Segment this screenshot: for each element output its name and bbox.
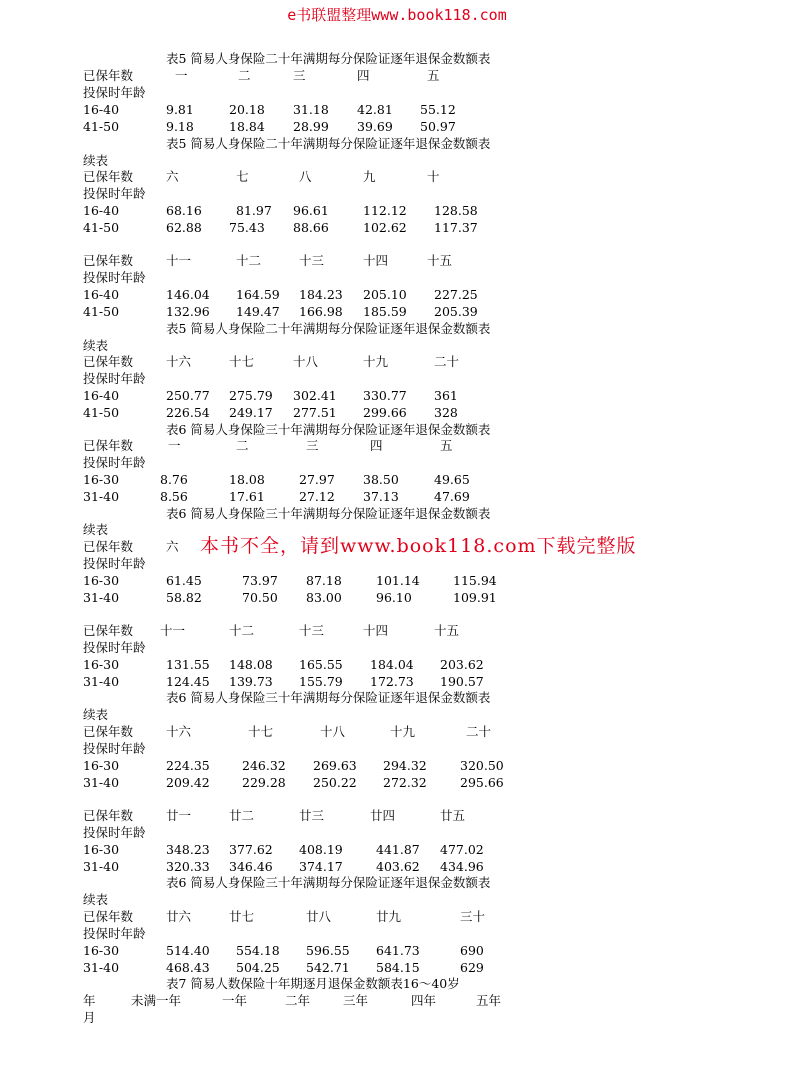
text-cell: 四 [357,68,370,83]
table-title: 表6 简易人身保险三十年满期每分保险证逐年退保金数额表 [166,690,491,705]
text-cell: 16-40 [83,287,120,302]
text-cell: 102.62 [363,220,407,235]
text-cell: 190.57 [440,674,484,689]
text-cell: 249.17 [229,405,273,420]
text-cell: 250.22 [313,775,357,790]
text-cell: 148.08 [229,657,273,672]
text-cell: 31-40 [83,859,120,874]
text-cell: 16-30 [83,943,120,958]
text-cell: 八 [299,169,312,184]
text-cell: 542.71 [306,960,350,975]
text-cell: 164.59 [236,287,280,302]
text-cell: 112.12 [363,203,407,218]
text-cell: 96.10 [376,590,412,605]
text-cell: 投保时年龄 [83,926,146,941]
text-cell: 已保年数 [83,253,134,268]
text-cell: 9.81 [166,102,194,117]
text-cell: 73.97 [242,573,278,588]
text-cell: 未满一年 [131,993,182,1008]
text-cell: 165.55 [299,657,343,672]
text-cell: 31-40 [83,674,120,689]
text-cell: 81.97 [236,203,272,218]
text-cell: 468.43 [166,960,210,975]
text-cell: 16-30 [83,573,120,588]
text-cell: 廿四 [370,808,396,823]
page-header-site-banner: e书联盟整理www.book118.com [287,6,507,24]
text-cell: 41-50 [83,220,120,235]
text-cell: 250.77 [166,388,210,403]
text-cell: 已保年数 [83,909,134,924]
text-cell: 83.00 [306,590,342,605]
text-cell: 16-40 [83,102,120,117]
text-cell: 275.79 [229,388,273,403]
text-cell: 124.45 [166,674,210,689]
text-cell: 31-40 [83,489,120,504]
text-cell: 十九 [390,724,416,739]
text-cell: 320.33 [166,859,210,874]
text-cell: 廿九 [376,909,402,924]
text-cell: 68.16 [166,203,202,218]
download-watermark: 本书不全，请到www.book118.com下载完整版 [200,535,637,557]
text-cell: 184.04 [370,657,414,672]
text-cell: 三十 [460,909,486,924]
text-cell: 229.28 [242,775,286,790]
table-title: 表7 简易人数保险十年期逐月退保金数额表16～40岁 [166,976,460,991]
text-cell: 十九 [363,354,389,369]
text-cell: 49.65 [434,472,470,487]
text-cell: 年 [83,993,96,1008]
text-cell: 已保年数 [83,169,134,184]
text-cell: 十七 [248,724,274,739]
text-cell: 一 [168,438,181,453]
text-cell: 三 [293,68,306,83]
text-cell: 九 [363,169,376,184]
text-cell: 廿五 [440,808,466,823]
text-cell: 132.96 [166,304,210,319]
text-cell: 224.35 [166,758,210,773]
text-cell: 投保时年龄 [83,371,146,386]
text-cell: 128.58 [434,203,478,218]
text-cell: 330.77 [363,388,407,403]
text-cell: 投保时年龄 [83,556,146,571]
text-cell: 二年 [285,993,311,1008]
text-cell: 302.41 [293,388,337,403]
text-cell: 690 [460,943,484,958]
text-cell: 六 [166,539,179,554]
text-cell: 75.43 [229,220,265,235]
text-cell: 十二 [229,623,255,638]
text-cell: 131.55 [166,657,210,672]
text-cell: 续表 [83,153,109,168]
text-cell: 115.94 [453,573,497,588]
text-cell: 18.08 [229,472,265,487]
text-cell: 十八 [293,354,319,369]
text-cell: 十一 [166,253,192,268]
text-cell: 374.17 [299,859,343,874]
text-cell: 16-30 [83,842,120,857]
text-cell: 8.76 [160,472,188,487]
text-cell: 十 [427,169,440,184]
text-cell: 五年 [476,993,502,1008]
text-cell: 88.66 [293,220,329,235]
text-cell: 投保时年龄 [83,825,146,840]
text-cell: 27.97 [299,472,335,487]
text-cell: 37.13 [363,489,399,504]
text-cell: 投保时年龄 [83,85,146,100]
text-cell: 554.18 [236,943,280,958]
text-cell: 31-40 [83,590,120,605]
text-cell: 20.18 [229,102,265,117]
text-cell: 五 [427,68,440,83]
text-cell: 16-30 [83,657,120,672]
text-cell: 47.69 [434,489,470,504]
text-cell: 584.15 [376,960,420,975]
text-cell: 16-30 [83,758,120,773]
table-title: 表6 简易人身保险三十年满期每分保险证逐年退保金数额表 [166,506,491,521]
text-cell: 109.91 [453,590,497,605]
text-cell: 已保年数 [83,68,134,83]
text-cell: 377.62 [229,842,273,857]
text-cell: 十四 [363,253,389,268]
text-cell: 227.25 [434,287,478,302]
text-cell: 269.63 [313,758,357,773]
text-cell: 504.25 [236,960,280,975]
text-cell: 277.51 [293,405,337,420]
text-cell: 已保年数 [83,438,134,453]
text-cell: 廿一 [166,808,192,823]
text-cell: 320.50 [460,758,504,773]
text-cell: 101.14 [376,573,420,588]
text-cell: 50.97 [420,119,456,134]
text-cell: 41-50 [83,119,120,134]
text-cell: 185.59 [363,304,407,319]
text-cell: 42.81 [357,102,393,117]
text-cell: 87.18 [306,573,342,588]
text-cell: 续表 [83,338,109,353]
text-cell: 149.47 [236,304,280,319]
table-title: 表5 简易人身保险二十年满期每分保险证逐年退保金数额表 [166,136,491,151]
text-cell: 155.79 [299,674,343,689]
text-cell: 投保时年龄 [83,455,146,470]
text-cell: 廿六 [166,909,192,924]
text-cell: 441.87 [376,842,420,857]
text-cell: 月 [83,1010,96,1025]
text-cell: 廿七 [229,909,255,924]
text-cell: 295.66 [460,775,504,790]
text-cell: 已保年数 [83,539,134,554]
table-title: 表6 简易人身保险三十年满期每分保险证逐年退保金数额表 [166,875,491,890]
text-cell: 十七 [229,354,255,369]
text-cell: 廿二 [229,808,255,823]
text-cell: 廿三 [299,808,325,823]
text-cell: 348.23 [166,842,210,857]
text-cell: 廿八 [306,909,332,924]
text-cell: 328 [434,405,458,420]
text-cell: 18.84 [229,119,265,134]
text-cell: 十四 [363,623,389,638]
text-cell: 31-40 [83,775,120,790]
text-cell: 226.54 [166,405,210,420]
text-cell: 346.46 [229,859,273,874]
text-cell: 408.19 [299,842,343,857]
text-cell: 四年 [411,993,437,1008]
text-cell: 41-50 [83,405,120,420]
text-cell: 投保时年龄 [83,270,146,285]
text-cell: 十三 [299,623,325,638]
text-cell: 投保时年龄 [83,741,146,756]
text-cell: 已保年数 [83,354,134,369]
text-cell: 四 [370,438,383,453]
text-cell: 38.50 [363,472,399,487]
text-cell: 续表 [83,892,109,907]
text-cell: 16-40 [83,388,120,403]
text-cell: 70.50 [242,590,278,605]
text-cell: 641.73 [376,943,420,958]
text-cell: 184.23 [299,287,343,302]
text-cell: 62.88 [166,220,202,235]
text-cell: 8.56 [160,489,188,504]
text-cell: 二 [238,68,251,83]
text-cell: 17.61 [229,489,265,504]
text-cell: 六 [166,169,179,184]
text-cell: 16-40 [83,203,120,218]
text-cell: 五 [440,438,453,453]
text-cell: 三年 [343,993,369,1008]
text-cell: 166.98 [299,304,343,319]
text-cell: 续表 [83,522,109,537]
text-cell: 续表 [83,707,109,722]
text-cell: 十八 [320,724,346,739]
text-cell: 294.32 [383,758,427,773]
text-cell: 203.62 [440,657,484,672]
text-cell: 十五 [434,623,460,638]
text-cell: 十六 [166,354,192,369]
text-cell: 361 [434,388,458,403]
text-cell: 七 [236,169,249,184]
text-cell: 403.62 [376,859,420,874]
text-cell: 434.96 [440,859,484,874]
table-title: 表5 简易人身保险二十年满期每分保险证逐年退保金数额表 [166,321,491,336]
text-cell: 41-50 [83,304,120,319]
text-cell: 205.39 [434,304,478,319]
text-cell: 28.99 [293,119,329,134]
text-cell: 146.04 [166,287,210,302]
text-cell: 已保年数 [83,623,134,638]
table-title: 表6 简易人身保险三十年满期每分保险证逐年退保金数额表 [166,422,491,437]
table-title: 表5 简易人身保险二十年满期每分保险证逐年退保金数额表 [166,51,491,66]
text-cell: 39.69 [357,119,393,134]
text-cell: 27.12 [299,489,335,504]
text-cell: 一年 [222,993,248,1008]
text-cell: 477.02 [440,842,484,857]
text-cell: 514.40 [166,943,210,958]
text-cell: 二十 [434,354,460,369]
text-cell: 139.73 [229,674,273,689]
text-cell: 596.55 [306,943,350,958]
text-cell: 二 [236,438,249,453]
text-cell: 投保时年龄 [83,186,146,201]
text-cell: 172.73 [370,674,414,689]
text-cell: 十三 [299,253,325,268]
text-cell: 272.32 [383,775,427,790]
text-cell: 55.12 [420,102,456,117]
text-cell: 58.82 [166,590,202,605]
text-cell: 十六 [166,724,192,739]
text-cell: 209.42 [166,775,210,790]
text-cell: 117.37 [434,220,478,235]
text-cell: 十五 [427,253,453,268]
text-cell: 一 [175,68,188,83]
text-cell: 二十 [466,724,492,739]
text-cell: 205.10 [363,287,407,302]
text-cell: 31.18 [293,102,329,117]
text-cell: 61.45 [166,573,202,588]
text-cell: 已保年数 [83,808,134,823]
text-cell: 9.18 [166,119,194,134]
text-cell: 已保年数 [83,724,134,739]
text-cell: 十一 [160,623,186,638]
text-cell: 299.66 [363,405,407,420]
text-cell: 629 [460,960,484,975]
text-cell: 十二 [236,253,262,268]
text-cell: 96.61 [293,203,329,218]
text-cell: 31-40 [83,960,120,975]
text-cell: 16-30 [83,472,120,487]
text-cell: 三 [306,438,319,453]
text-cell: 246.32 [242,758,286,773]
text-cell: 投保时年龄 [83,640,146,655]
